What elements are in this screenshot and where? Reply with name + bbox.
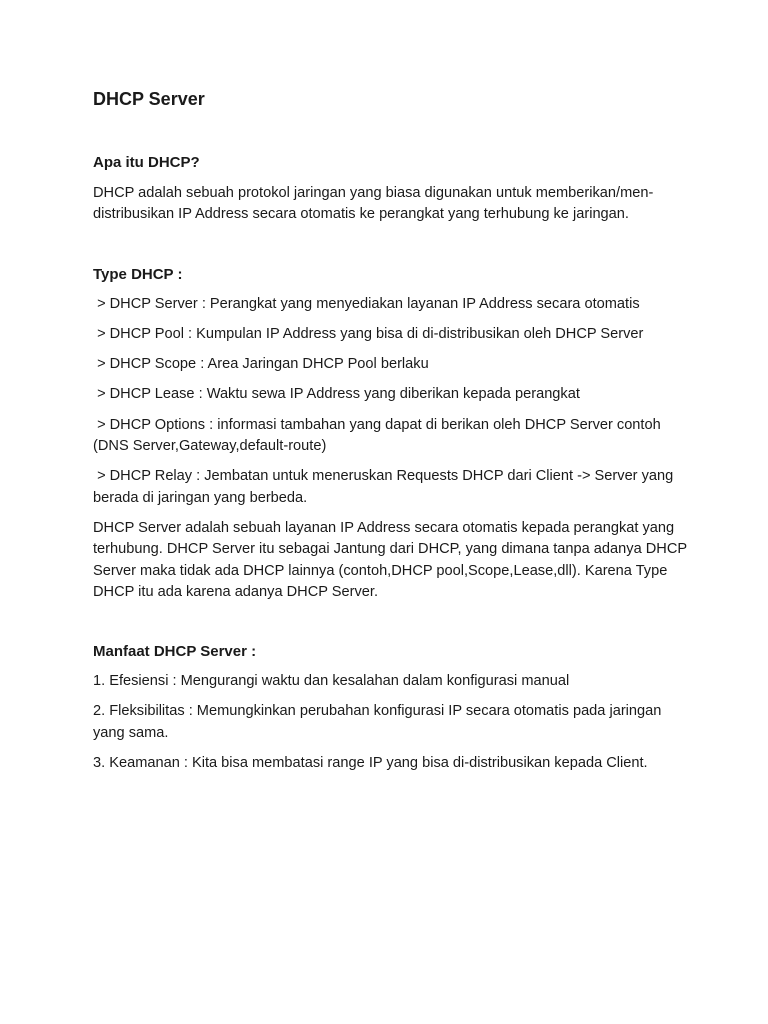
benefit-item-flexibility: 2. Fleksibilitas : Memungkinkan perubahan konfigurasi IP secara otomatis pada jaringan yang sama. bbox=[93, 703, 662, 741]
paragraph-what-is: DHCP adalah sebuah protokol jaringan yang biasa digunakan untuk memberikan/men-distribusikan IP Address secara otomatis ke perangkat yang terhubung ke jaringan. bbox=[93, 185, 654, 223]
type-list bbox=[93, 294, 693, 509]
benefit-list bbox=[93, 671, 693, 774]
type-item-relay: > DHCP Relay : Jembatan untuk meneruskan Requests DHCP dari Client -> Server yang berada di jaringan yang berbeda. bbox=[93, 468, 678, 506]
benefit-item-security: 3. Keamanan : Kita bisa membatasi range IP yang bisa di-distribusikan kepada Client. bbox=[93, 755, 648, 772]
document-title: DHCP Server bbox=[93, 89, 205, 109]
type-item-lease: > DHCP Lease : Waktu sewa IP Address yang diberikan kepada perangkat bbox=[93, 386, 580, 403]
type-item-server: > DHCP Server : Perangkat yang menyediakan layanan IP Address secara otomatis bbox=[93, 295, 640, 312]
benefit-item-efficiency: 1. Efesiensi : Mengurangi waktu dan kesalahan dalam konfigurasi manual bbox=[93, 673, 570, 690]
type-item-options: > DHCP Options : informasi tambahan yang dapat di berikan oleh DHCP Server contoh (DNS Server,Gateway,default-route) bbox=[93, 416, 665, 455]
section-heading-benefits: Manfaat DHCP Server : bbox=[93, 643, 257, 661]
section-heading-types: Type DHCP : bbox=[93, 265, 183, 283]
type-item-scope: > DHCP Scope : Area Jaringan DHCP Pool berlaku bbox=[93, 356, 429, 373]
type-item-pool: > DHCP Pool : Kumpulan IP Address yang bisa di di-distribusikan oleh DHCP Server bbox=[93, 325, 644, 342]
paragraph-server-summary: DHCP Server adalah sebuah layanan IP Address secara otomatis kepada perangkat yang terhubung. DHCP Server itu sebagai Jantung dari DHCP, yang dimana tanpa adanya DHCP Server maka tidak ada DHCP lainnya (contoh,DHCP pool,Scope,Lease,dll). Karena Type DHCP itu ada karena adanya DHCP Server. bbox=[93, 519, 687, 600]
section-heading-what-is: Apa itu DHCP? bbox=[93, 154, 200, 171]
document-page bbox=[93, 86, 693, 783]
